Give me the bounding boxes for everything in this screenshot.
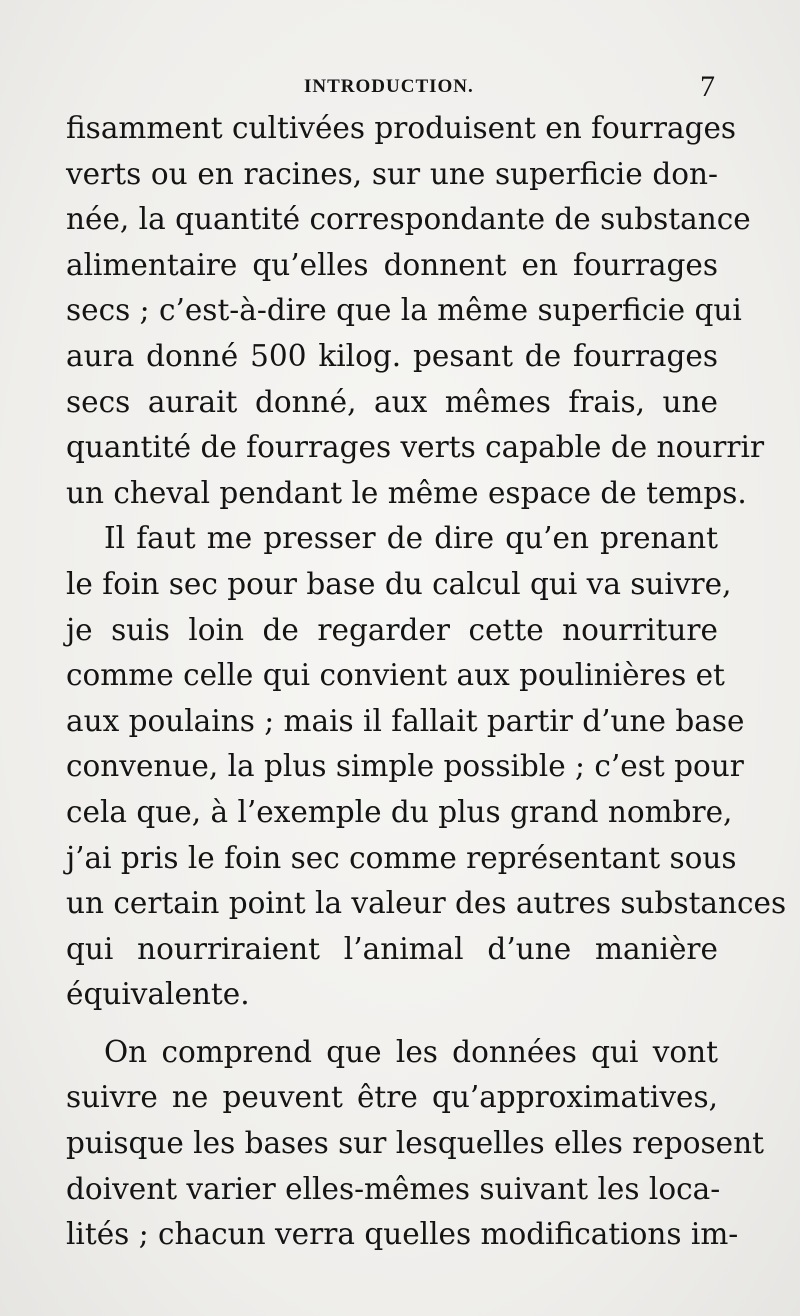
text-line: doivent varier elles-mêmes suivant les loca- <box>66 1171 721 1206</box>
running-title: INTRODUCTION. <box>304 76 474 97</box>
text-line: puisque les bases sur lesquelles elles reposent <box>66 1126 764 1161</box>
text-line: équivalente. <box>66 977 250 1012</box>
text-line: cela que, à l’exemple du plus grand nombre, <box>66 794 733 829</box>
body-text <box>66 106 787 1258</box>
text-line: le foin sec pour base du calcul qui va suivre, <box>66 566 732 601</box>
text-line: quantité de fourrages verts capable de nourrir <box>66 430 765 465</box>
text-line: convenue, la plus simple possible ; c’est pour <box>66 749 744 784</box>
text-line: qui nourriraient l’animal d’une manière <box>66 931 718 966</box>
paragraph-spacer <box>66 1018 718 1030</box>
text-line: fisamment cultivées produisent en fourrages <box>66 111 737 145</box>
paragraph-1 <box>66 106 765 516</box>
text-line: comme celle qui convient aux poulinières et <box>66 658 725 693</box>
text-line: alimentaire qu’elles donnent en fourrages <box>66 247 718 282</box>
text-line: née, la quantité correspondante de substance <box>66 202 751 237</box>
text-line: un certain point la valeur des autres substances <box>66 886 787 921</box>
text-line: aux poulains ; mais il fallait partir d’une base <box>66 703 745 738</box>
text-line: j’ai pris le foin sec comme représentant sous <box>66 840 737 875</box>
text-line: lités ; chacun verra quelles modifications im- <box>66 1217 739 1252</box>
text-line: On comprend que les données qui vont <box>104 1034 718 1069</box>
text-line: secs aurait donné, aux mêmes frais, une <box>66 384 718 419</box>
text-line: secs ; c’est-à-dire que la même superficie qui <box>66 293 742 328</box>
page-number: 7 <box>700 70 715 103</box>
text-line: suivre ne peuvent être qu’approximatives, <box>66 1080 718 1115</box>
text-line: un cheval pendant le même espace de temps. <box>66 475 747 510</box>
text-line: je suis loin de regarder cette nourriture <box>66 612 718 647</box>
text-line: Il faut me presser de dire qu’en prenant <box>104 521 718 556</box>
paragraph-3 <box>66 1030 764 1258</box>
paragraph-2 <box>66 516 787 1018</box>
text-line: aura donné 500 kilog. pesant de fourrages <box>66 338 718 373</box>
text-line: verts ou en racines, sur une superficie don- <box>66 156 718 191</box>
page-header <box>62 70 717 110</box>
